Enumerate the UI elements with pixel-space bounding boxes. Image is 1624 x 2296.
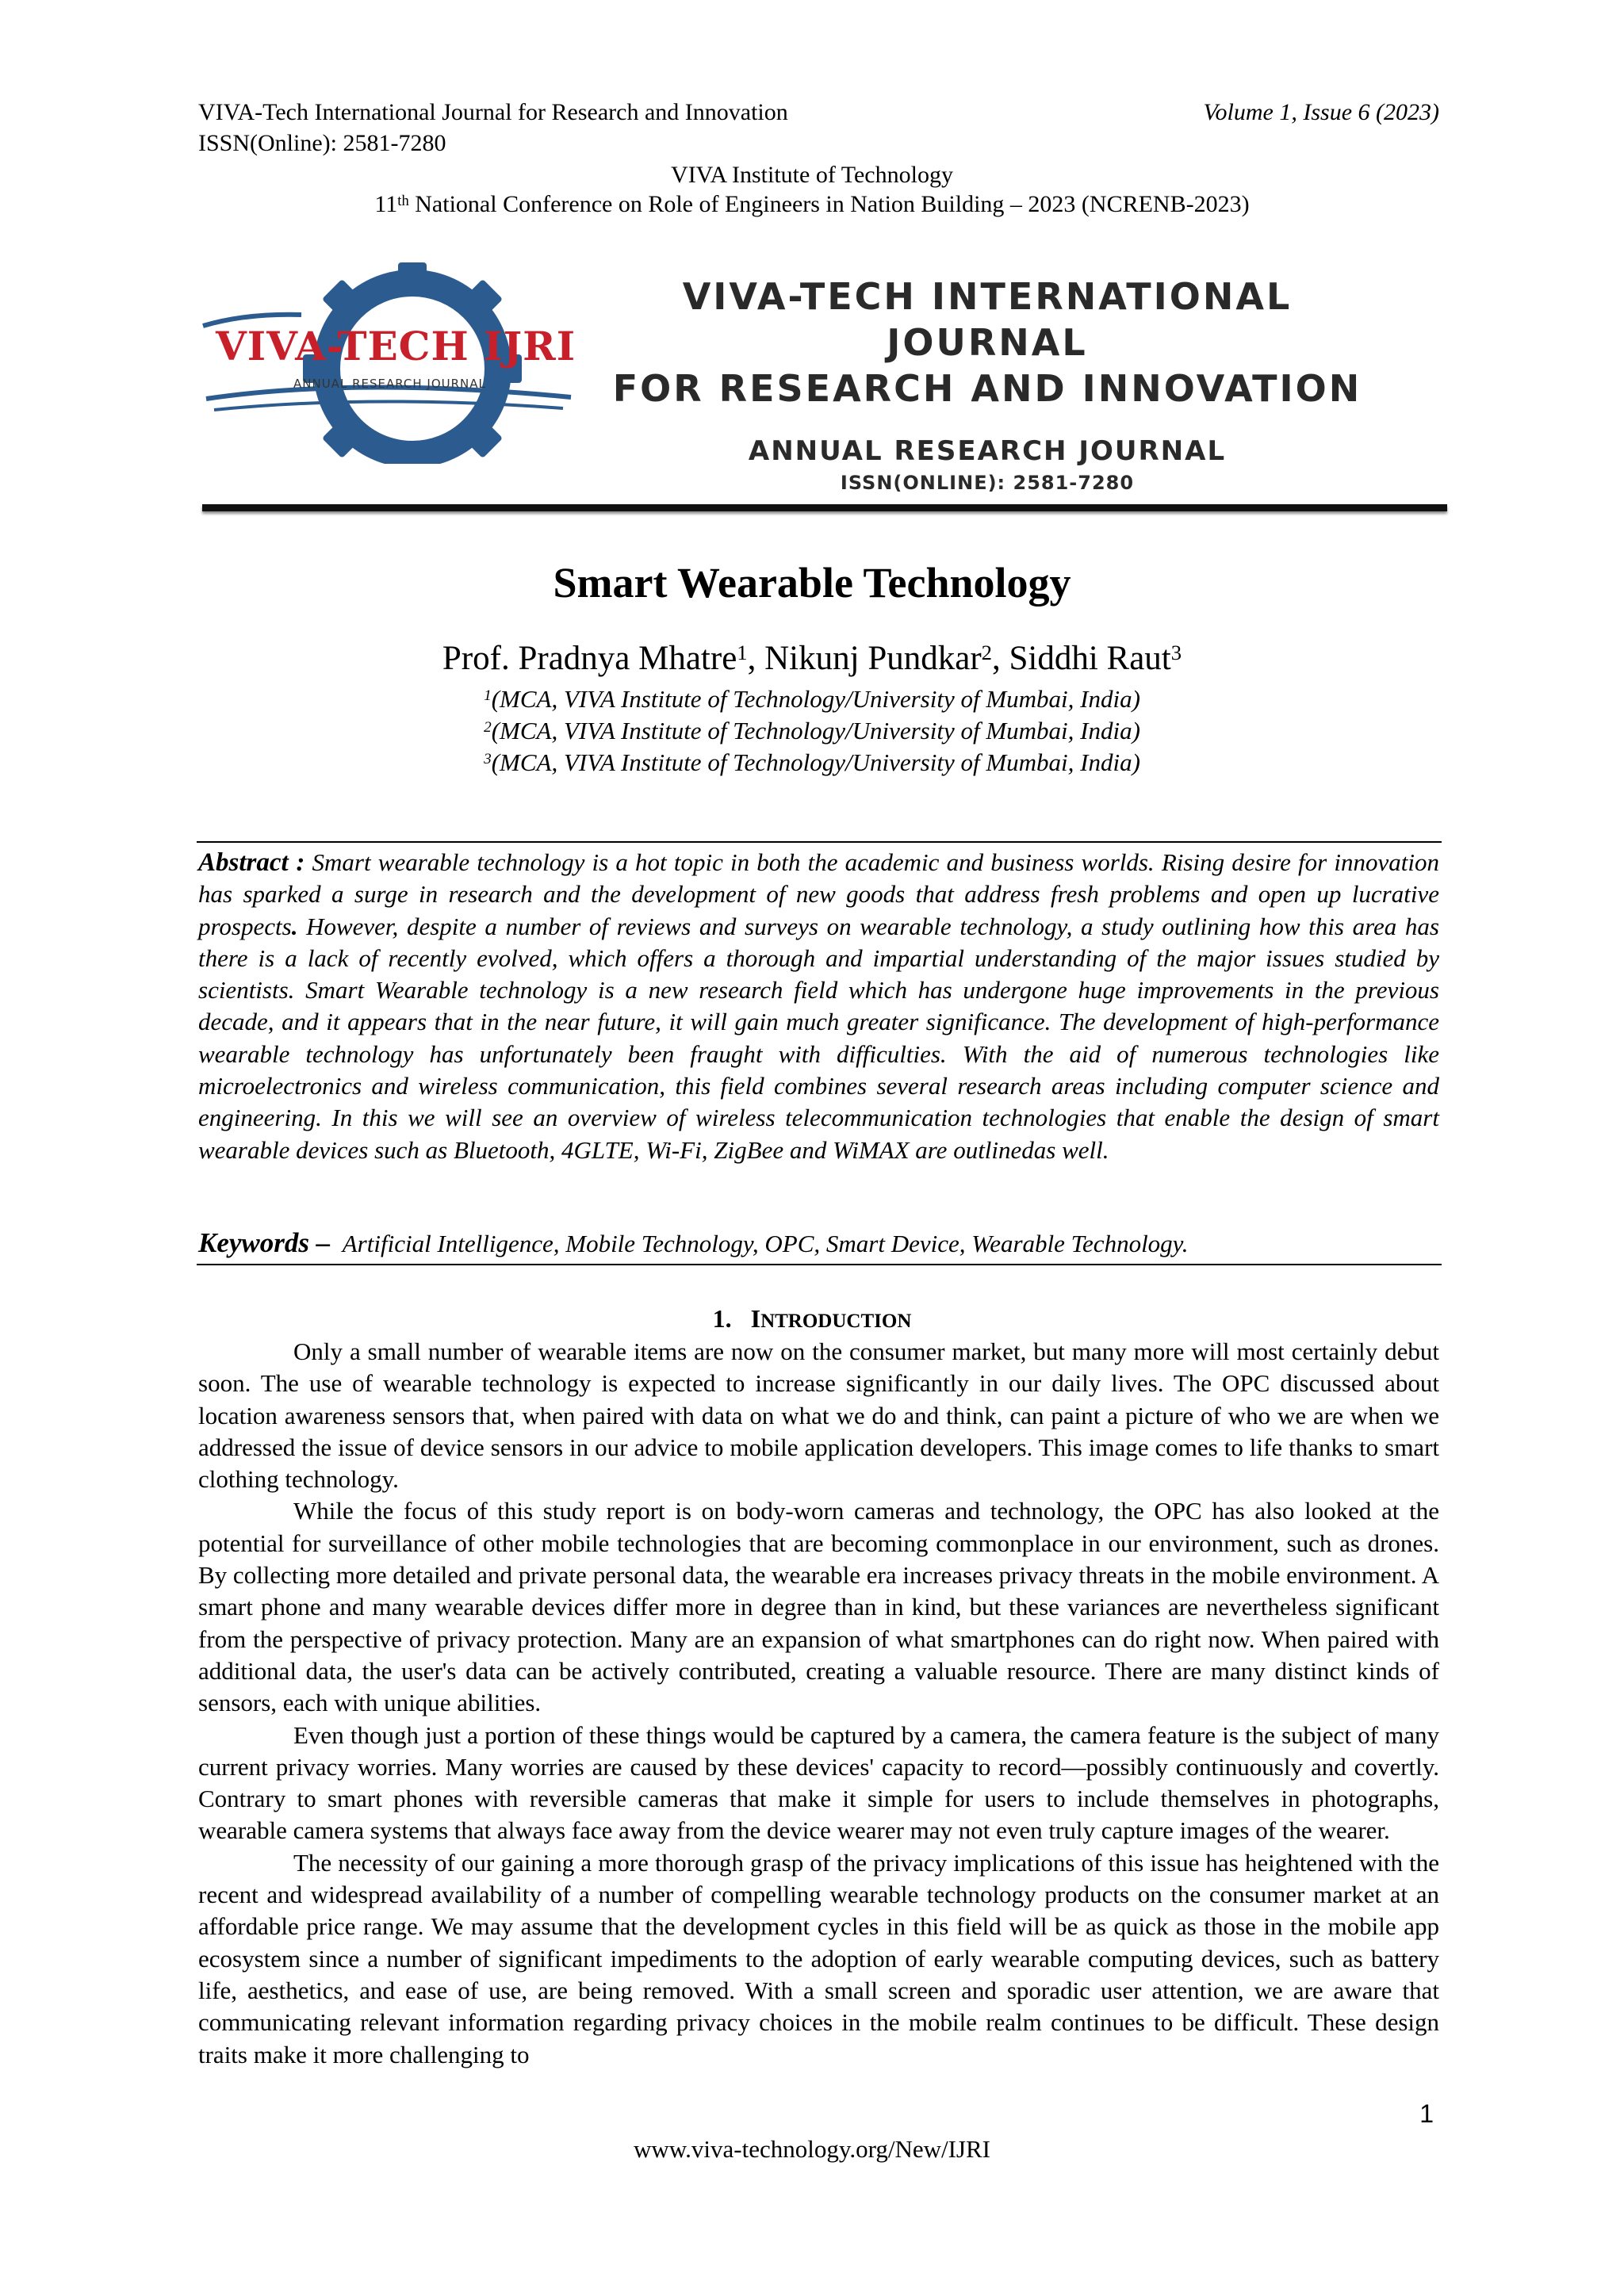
journal-banner-line1: VIVA-TECH INTERNATIONAL JOURNAL <box>682 275 1293 364</box>
author-list: Prof. Pradnya Mhatre$^1$, Nikunj Pundkar$^2$, Siddhi Raut$^3$ <box>442 640 1182 677</box>
journal-banner-tagline: ANNUAL RESEARCH JOURNAL <box>748 435 1227 467</box>
author-name: Siddhi Raut <box>1009 640 1171 677</box>
journal-banner-text <box>579 274 1396 494</box>
author-name: Nikunj Pundkar <box>764 640 982 677</box>
abstract-top-rule <box>197 841 1442 843</box>
abstract: Abstract : Smart wearable technology is a hot topic in both the academic and business worlds. Rising desire for innovation has sparked a surge in research and the development of new goods that address fresh problems and open up lucrative prospects. However, despite a number of reviews and surveys on wearable technology, a study outlining how this area has there is a lack of recently evolved, which offers a thorough and impartial understanding of the major issues studied by scientists. Smart Wearable technology is a new research field which has undergone huge improvements in the previous decade, and it appears that in the near future, it will gain much greater significance. The development of high-performance wearable technology has unfortunately been fraught with difficulties. With the aid of numerous technologies like microelectronics and wireless communication, this field combines several research areas including computer science and engineering. In this we will see an overview of wireless telecommunication technologies that enable the design of smart wearable devices such as Bluetooth, 4GLTE, Wi-Fi, ZigBee and WiMAX are outlinedas well. <box>198 848 1440 1164</box>
section-heading: 1. INTRODUCTION <box>712 1304 912 1333</box>
abstract-label: Abstract : <box>198 848 305 877</box>
affiliation: $^1$(MCA, VIVA Institute of Technology/University of Mumbai, India) <box>484 685 1140 713</box>
logo-badge-sub: ANNUAL RESEARCH JOURNAL <box>293 377 486 391</box>
body-paragraph: While the focus of this study report is on body-worn cameras and technology, the OPC has also looked at the potential for surveillance of other mobile technologies that are becoming commonplace in our environment, such as drones. By collecting more detailed and private personal data, the wearable era increases privacy threats in the mobile environment. A smart phone and many wearable devices differ more in degree than in kind, but these variances are nevertheless significant from the perspective of privacy protection. Many are an expansion of what smartphones can do right now. When paired with additional data, the user's data can be actively contributed, creating a valuable resource. There are many distinct kinds of sensors, each with unique abilities. <box>198 1497 1439 1717</box>
issn: ISSN(Online): 2581-7280 <box>198 130 446 156</box>
journal-logo <box>198 258 587 464</box>
body-paragraph: Even though just a portion of these things would be captured by a camera, the camera feature is the subject of many current privacy worries. Many worries are caused by these devices' capacity to record—possibly continuously and covertly. Contrary to smart phones with reversible cameras that make it simple for users to include themselves in photographs, wearable camera systems that always face away from the device wearer may not even truly capture images of the wearer. <box>198 1720 1439 1845</box>
affiliation: $^3$(MCA, VIVA Institute of Technology/University of Mumbai, India) <box>484 748 1140 776</box>
banner-divider <box>202 504 1447 511</box>
author-name: Prof. Pradnya Mhatre <box>442 640 737 677</box>
body-paragraph: Only a small number of wearable items are now on the consumer market, but many more will most certainly debut soon. The use of wearable technology is expected to increase significantly in our daily lives. The OPC discussed about location awareness sensors that, when paired with data on what we do and think, can paint a picture of who we are when we addressed the issue of device sensors in our advice to mobile application developers. This image comes to life thanks to smart clothing technology. <box>198 1337 1439 1494</box>
keywords-value: Artificial Intelligence, Mobile Technology, OPC, Smart Device, Wearable Technology. <box>342 1230 1189 1257</box>
journal-banner-line2: FOR RESEARCH AND INNOVATION <box>612 367 1362 410</box>
section-body <box>198 1336 1439 2071</box>
body-paragraph: The necessity of our gaining a more thorough grasp of the privacy implications of this issue has heightened with the recent and widespread availability of a number of compelling wearable technology products on the consumer market at an affordable price range. We may assume that the development cycles in this field will be as quick as those in the mobile app ecosystem since a number of significant impediments to the adoption of early wearable computing devices, such as battery life, aesthetics, and ease of use, are being removed. With a small screen and sporadic user attention, we are aware that communicating relevant information regarding privacy choices in the mobile realm continues to be difficult. These design traits make it more challenging to <box>198 1848 1439 2068</box>
footer-url[interactable]: www.viva-technology.org/New/IJRI <box>634 2135 990 2163</box>
page-number: 1 <box>1419 2099 1434 2128</box>
keywords-bottom-rule <box>197 1264 1442 1265</box>
affiliation: $^2$(MCA, VIVA Institute of Technology/University of Mumbai, India) <box>484 717 1140 744</box>
journal-name: VIVA-Tech International Journal for Research and Innovation <box>198 99 788 125</box>
logo-badge-text: VIVA-TECH IJRI <box>216 323 576 369</box>
keywords <box>198 1227 1439 1260</box>
institute-name: VIVA Institute of Technology <box>671 162 953 188</box>
conference-line: 11th National Conference on Role of Engineers in Nation Building – 2023 (NCRENB-2023) <box>374 191 1250 217</box>
keywords-label: Keywords – <box>198 1227 331 1258</box>
paper-title: Smart Wearable Technology <box>553 559 1071 607</box>
journal-banner-issn: ISSN(ONLINE): 2581-7280 <box>840 472 1135 494</box>
volume-issue: Volume 1, Issue 6 (2023) <box>1203 99 1439 125</box>
